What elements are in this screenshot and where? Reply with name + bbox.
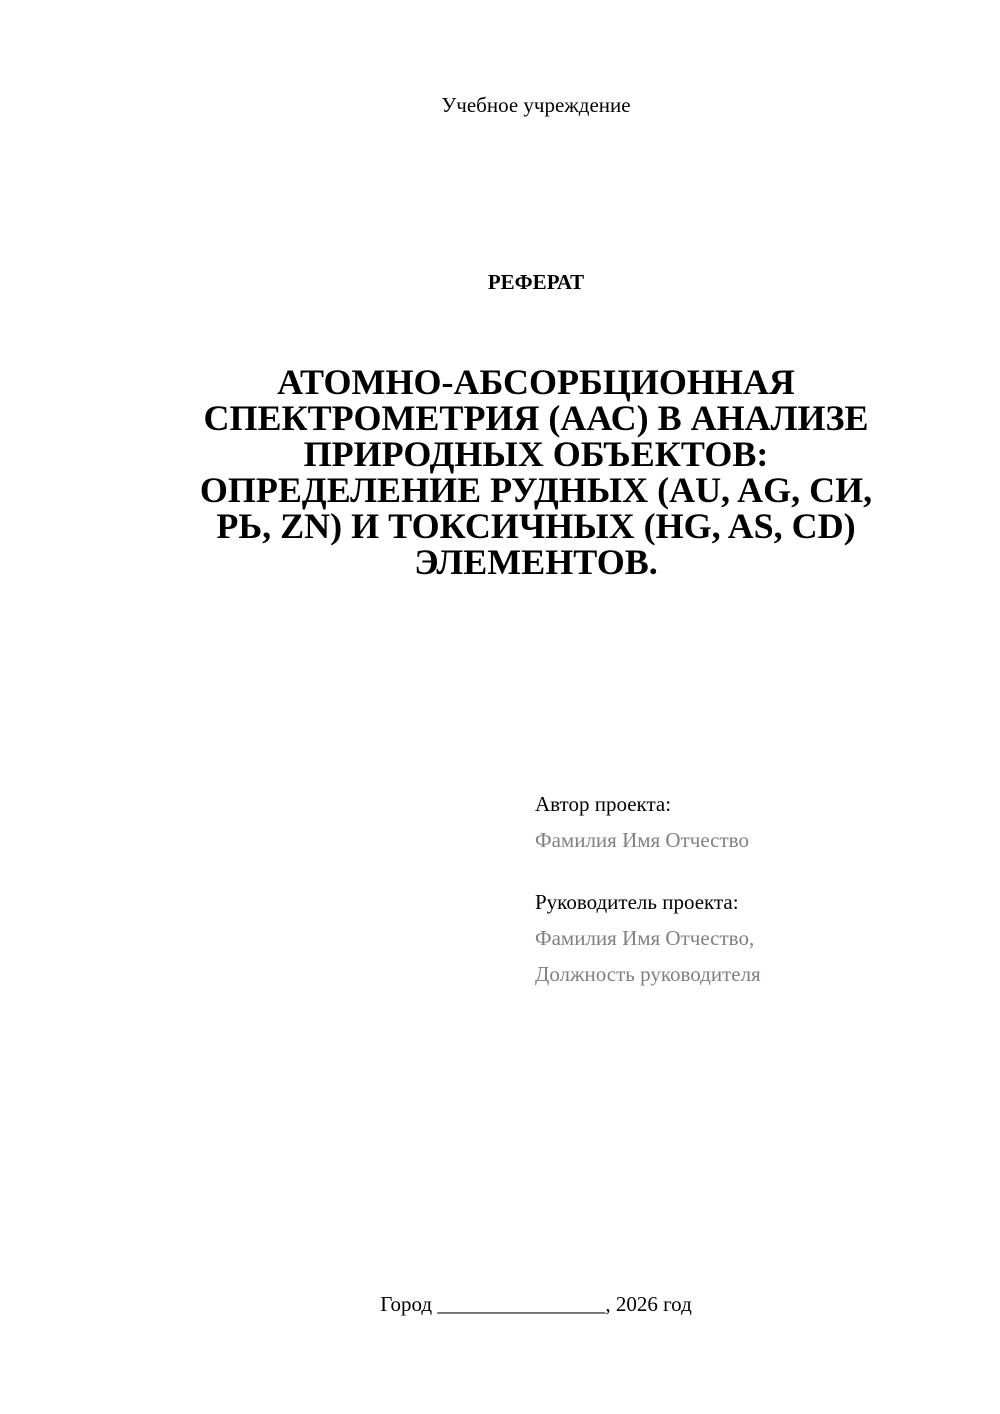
author-name: Фамилия Имя Отчество (535, 828, 749, 852)
title-line: РЬ, ZN) И ТОКСИЧНЫХ (HG, AS, CD) (216, 506, 856, 546)
document-title (160, 364, 912, 580)
spacer (535, 858, 975, 884)
document-type: РЕФЕРАТ (487, 270, 585, 294)
city-year-line: Город ________________, 2026 год (380, 1292, 692, 1316)
title-line: СПЕКТРОМЕТРИЯ (ААС) В АНАЛИЗЕ (203, 398, 869, 438)
people-block (535, 786, 975, 992)
title-line: АТОМНО-АБСОРБЦИОННАЯ (277, 362, 795, 402)
supervisor-name: Фамилия Имя Отчество, (535, 926, 755, 950)
supervisor-position: Должность руководителя (535, 962, 761, 986)
author-label: Автор проекта: (535, 792, 672, 816)
supervisor-label: Руководитель проекта: (535, 890, 739, 914)
title-line: ПРИРОДНЫХ ОБЪЕКТОВ: (303, 434, 769, 474)
title-line: ОПРЕДЕЛЕНИЕ РУДНЫХ (AU, AG, СИ, (199, 470, 873, 510)
title-line: ЭЛЕМЕНТОВ. (414, 542, 658, 582)
institution-name: Учебное учреждение (441, 93, 631, 117)
